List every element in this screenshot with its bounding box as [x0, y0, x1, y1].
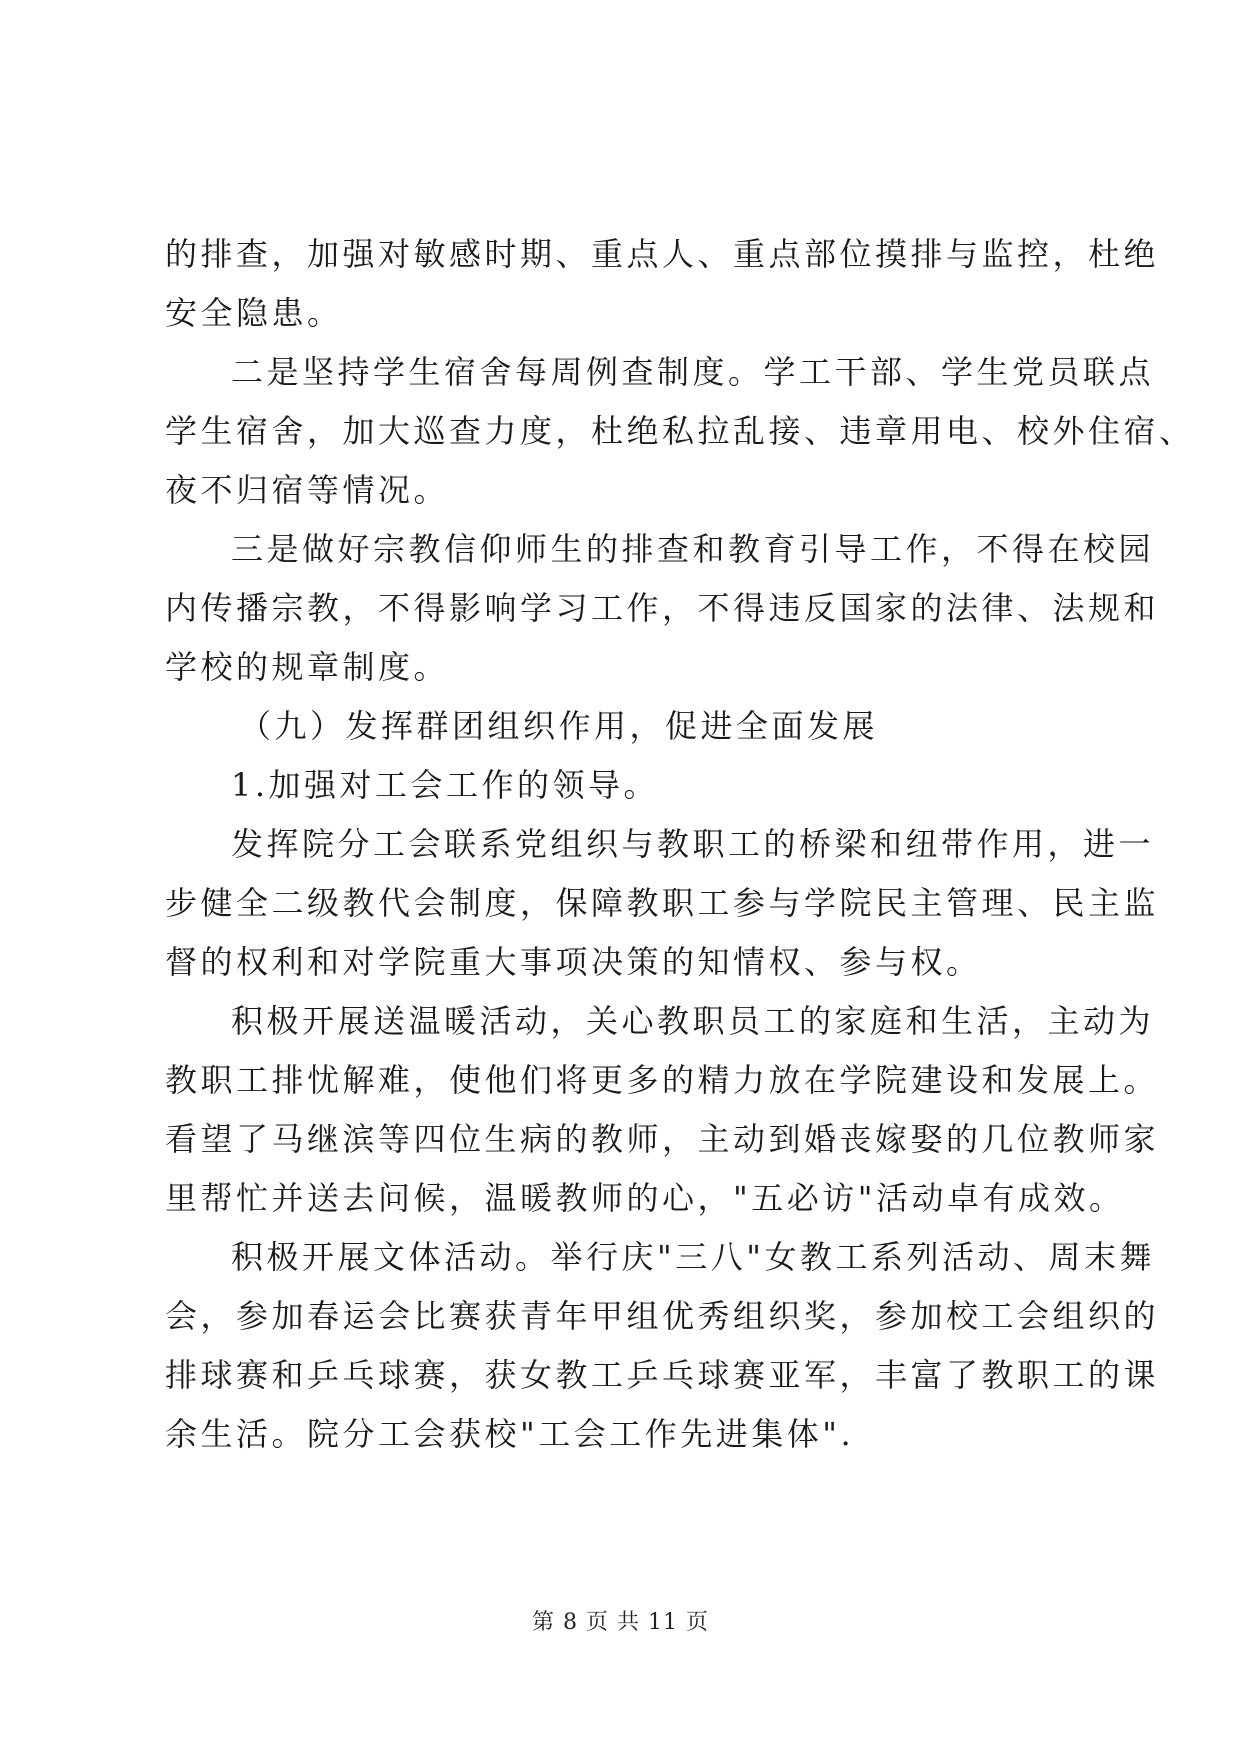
text-line: 的排查，加强对敏感时期、重点人、重点部位摸排与监控，杜绝 [165, 235, 1160, 273]
page-number-footer: 第 8 页 共 11 页 [532, 1610, 709, 1635]
text-line: 三是做好宗教信仰师生的排查和教育引导工作，不得在校园 [231, 530, 1155, 568]
body-text [165, 225, 1195, 1464]
text-line: 里帮忙并送去问候，温暖教师的心，"五必访"活动卓有成效。 [165, 1179, 1125, 1217]
subsection-heading: 1.加强对工会工作的领导。 [231, 766, 660, 804]
text-line: 步健全二级教代会制度，保障教职工参与学院民主管理、民主监 [165, 884, 1160, 922]
text-line: 发挥院分工会联系党组织与教职工的桥梁和纽带作用，进一 [231, 825, 1155, 863]
text-line: 教职工排忧解难，使他们将更多的精力放在学院建设和发展上。 [165, 1061, 1160, 1099]
text-line: 余生活。院分工会获校"工会工作先进集体". [165, 1415, 855, 1453]
text-line: 会，参加春运会比赛获青年甲组优秀组织奖，参加校工会组织的 [165, 1297, 1160, 1335]
text-line: 二是坚持学生宿舍每周例查制度。学工干部、学生党员联点 [231, 353, 1155, 391]
section-heading: （九）发挥群团组织作用，促进全面发展 [239, 707, 879, 745]
text-line: 学校的规章制度。 [165, 648, 450, 686]
text-line: 排球赛和乒乓球赛，获女教工乒乓球赛亚军，丰富了教职工的课 [165, 1356, 1160, 1394]
text-line: 看望了马继滨等四位生病的教师，主动到婚丧嫁娶的几位教师家 [165, 1120, 1160, 1158]
text-line: 安全隐患。 [165, 294, 343, 332]
text-line: 内传播宗教，不得影响学习工作，不得违反国家的法律、法规和 [165, 589, 1160, 627]
text-line: 学生宿舍，加大巡查力度，杜绝私拉乱接、违章用电、校外住宿、 [165, 412, 1195, 450]
text-line: 积极开展文体活动。举行庆"三八"女教工系列活动、周末舞 [231, 1238, 1155, 1276]
text-line: 积极开展送温暖活动，关心教职员工的家庭和生活，主动为 [231, 1002, 1155, 1040]
text-line: 夜不归宿等情况。 [165, 471, 450, 509]
text-line: 督的权利和对学院重大事项决策的知情权、参与权。 [165, 943, 982, 981]
